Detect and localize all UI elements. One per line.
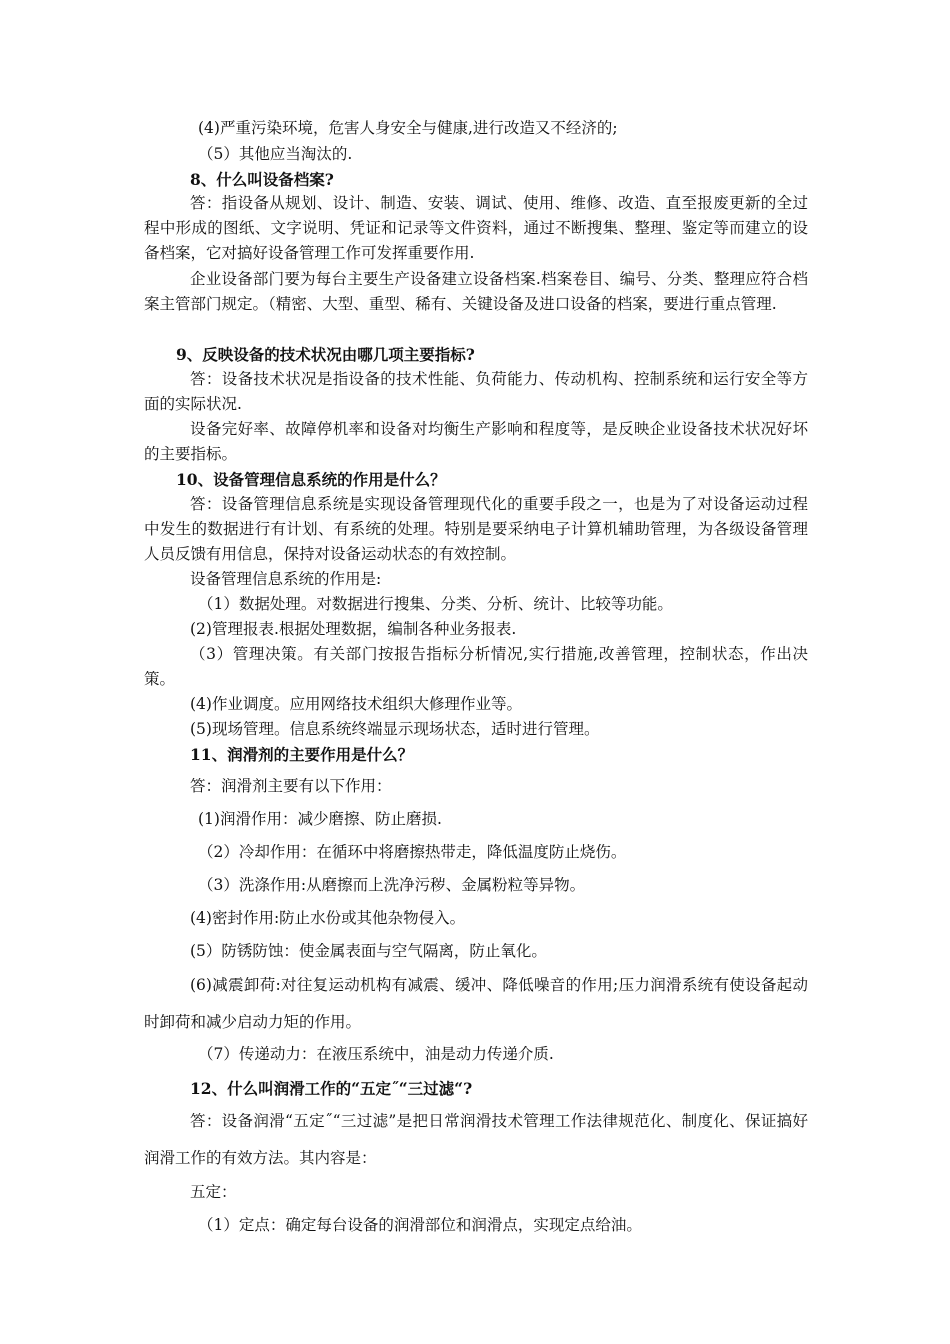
answer-11-intro: 答：润滑剂主要有以下作用： <box>190 777 392 795</box>
paragraph-item-4: (4)严重污染环境，危害人身安全与健康,进行改造又不经济的; <box>198 119 618 137</box>
answer-11-item-6: (6)减震卸荷:对往复运动机构有减震、缓冲、降低噪音的作用;压力润滑系统有使设备起动时卸荷和减少启动力矩的作用。 <box>144 976 808 1031</box>
answer-11-item-2: （2）冷却作用：在循环中将磨擦热带走，降低温度防止烧伤。 <box>198 843 627 861</box>
answer-10-item-1: （1）数据处理。对数据进行搜集、分类、分析、统计、比较等功能。 <box>198 595 673 613</box>
question-12-heading: 12、什么叫润滑工作的“五定˝“三过滤“? <box>190 1079 473 1098</box>
answer-12-subheading: 五定： <box>190 1183 237 1201</box>
question-10-heading: 10、设备管理信息系统的作用是什么？ <box>176 470 446 489</box>
answer-11-item-3: （3）洗涤作用:从磨擦而上洗净污秽、金属粉粒等异物。 <box>198 876 586 894</box>
answer-12-paragraph-1: 答：设备润滑“五定˝“三过滤”是把日常润滑技术管理工作法律规范化、制度化、保证搞好润滑工作的有效方法。其内容是： <box>144 1112 808 1167</box>
answer-8-paragraph-2: 企业设备部门要为每台主要生产设备建立设备档案.档案卷目、编号、分类、整理应符合档案主管部门规定。（精密、大型、重型、稀有、关键设备及进口设备的档案，要进行重点管理. <box>144 270 808 313</box>
question-8-heading: 8、什么叫设备档案? <box>190 170 334 189</box>
answer-11-item-5: (5）防锈防蚀：使金属表面与空气隔离，防止氧化。 <box>190 942 547 960</box>
answer-10-paragraph-1: 答：设备管理信息系统是实现设备管理现代化的重要手段之一，也是为了对设备运动过程中发生的数据进行有计划、有系统的处理。特别是要采纳电子计算机辅助管理，为各级设备管理人员反馈有用信息，保持对设备运动状态的有效控制。 <box>144 495 808 563</box>
answer-11-item-4: (4)密封作用:防止水份或其他杂物侵入。 <box>190 909 466 927</box>
answer-9-paragraph-1: 答：设备技术状况是指设备的技术性能、负荷能力、传动机构、控制系统和运行安全等方面的实际状况. <box>144 370 808 413</box>
answer-9-paragraph-2: 设备完好率、故障停机率和设备对均衡生产影响和程度等，是反映企业设备技术状况好坏的主要指标。 <box>144 420 808 463</box>
answer-11-item-7: （7）传递动力：在液压系统中，油是动力传递介质. <box>198 1045 554 1063</box>
answer-10-intro: 设备管理信息系统的作用是: <box>190 570 382 588</box>
answer-11-item-1: (1)润滑作用：减少磨擦、防止磨损. <box>198 810 442 828</box>
paragraph-item-5: （5）其他应当淘汰的. <box>198 145 353 163</box>
answer-12-item-1: （1）定点：确定每台设备的润滑部位和润滑点，实现定点给油。 <box>198 1216 642 1234</box>
answer-10-item-3: （3）管理决策。有关部门按报告指标分析情况,实行措施,改善管理，控制状态，作出决策。 <box>144 645 808 688</box>
answer-10-item-5: (5)现场管理。信息系统终端显示现场状态，适时进行管理。 <box>190 720 600 738</box>
answer-10-item-4: (4)作业调度。应用网络技术组织大修理作业等。 <box>190 695 522 713</box>
answer-8-paragraph-1: 答：指设备从规划、设计、制造、安装、调试、使用、维修、改造、直至报废更新的全过程中形成的图纸、文字说明、凭证和记录等文件资料，通过不断搜集、整理、鉴定等而建立的设备档案，它对搞好设备管理工作可发挥重要作用. <box>144 194 808 262</box>
question-11-heading: 11、润滑剂的主要作用是什么？ <box>190 745 414 764</box>
question-9-heading: 9、反映设备的技术状况由哪几项主要指标? <box>176 345 475 364</box>
answer-10-item-2: (2)管理报表.根据处理数据，编制各种业务报表. <box>190 620 517 638</box>
